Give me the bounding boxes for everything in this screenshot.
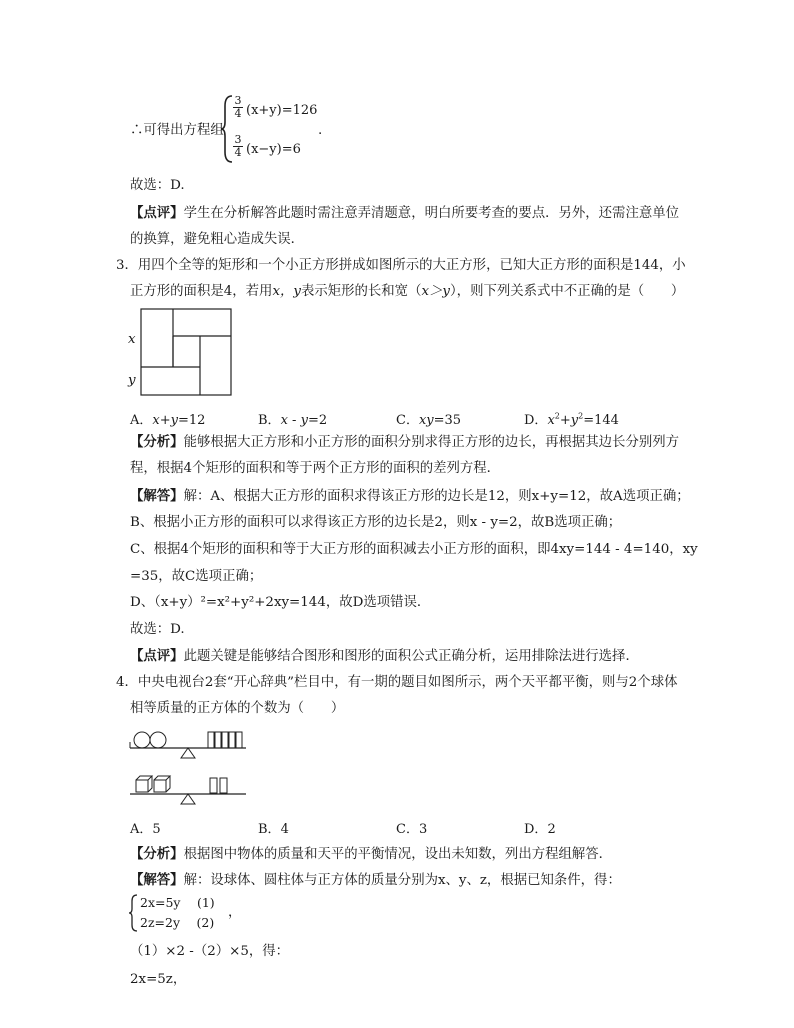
comment-1-line2: 的换算，避免粗心造成失误． [130, 232, 305, 247]
system-prefix: ∴可得出方程组 [130, 123, 224, 138]
q4-option-c: C．3 [396, 822, 428, 837]
q3-answer: 故选：D. [130, 622, 185, 637]
q3-option-a: A．x+y=12 [130, 413, 206, 428]
answer-1: 故选：D. [130, 178, 185, 193]
q4-solution-1: 【解答】解：设球体、圆柱体与正方体的质量分别为x、y、z，根据已知条件，得： [130, 872, 621, 888]
q3-analysis-2: 程，根据4个矩形的面积和等于两个正方形的面积的差列方程． [130, 461, 501, 476]
q4-step: （1）×2 -（2）×5，得： [130, 944, 290, 959]
q4-analysis: 【分析】根据图中物体的质量和天平的平衡情况，设出未知数，列出方程组解答． [130, 846, 613, 862]
comment-1-line1: 【点评】学生在分析解答此题时需注意弄清题意，明白所要考查的要点．另外，还需注意单位 [130, 205, 680, 221]
q3-comment: 【点评】此题关键是能够结合图形和图形的面积公式正确分析，运用排除法进行选择． [130, 648, 639, 664]
q3-option-b: B．x - y=2 [258, 413, 328, 428]
q4-system-eq2: 2z=2y (2) [140, 915, 215, 930]
q4-line1: 4．中央电视台2套“开心辞典”栏目中，有一期的题目如图所示，两个天平都平衡，则与2个球体 [116, 675, 678, 690]
q3-solution-3: C、根据4个矩形的面积和等于大正方形的面积减去小正方形的面积，即4xy=144 - 4=140，xy [130, 542, 698, 557]
q3-option-c: C．xy=35 [396, 413, 462, 428]
q3-solution-1: 【解答】解：A、根据大正方形的面积求得该正方形的边长是12，则x+y=12，故A选项正确； [130, 488, 690, 504]
balance-figure-1 [128, 726, 258, 762]
fraction-1: 3 4 [234, 94, 242, 120]
q4-option-d: D．2 [524, 822, 556, 837]
square-figure [140, 308, 236, 398]
q3-solution-5: D、（x+y）²=x²+y²+2xy=144，故D选项错误． [130, 595, 431, 610]
equation-1: (x+y)=126 [246, 103, 318, 118]
q3-solution-2: B、根据小正方形的面积可以求得该正方形的边长是2，则x - y=2，故B选项正确； [130, 515, 622, 530]
q3-analysis-1: 【分析】能够根据大正方形和小正方形的面积分别求得正方形的边长，再根据其边长分别列方 [130, 434, 680, 450]
q3-option-d: D．$x^2+y^2=144$ [524, 411, 619, 428]
q4-option-b: B．4 [258, 822, 289, 837]
left-brace [220, 94, 234, 164]
left-brace-2 [129, 893, 139, 933]
label-y: y [128, 373, 136, 388]
q3-line1: 3．用四个全等的矩形和一个小正方形拼成如图所示的大正方形，已知大正方形的面积是144，小 [116, 258, 686, 273]
q3-solution-4: =35，故C选项正确； [130, 569, 263, 584]
q4-option-a: A．5 [130, 822, 161, 837]
q4-system-eq1: 2x=5y (1) [140, 895, 215, 910]
equation-2: (x−y)=6 [246, 142, 301, 157]
q4-system-suffix: ， [228, 905, 242, 920]
q4-line2: 相等质量的正方体的个数为（ ） [130, 701, 345, 716]
q4-result: 2x=5z， [130, 972, 187, 987]
system-suffix: . [318, 123, 323, 138]
label-x: x [128, 332, 136, 347]
q3-line2: 正方形的面积是4，若用x，y表示矩形的长和宽（x＞y），则下列关系式中不正确的是（ ） [130, 284, 685, 299]
fraction-2: 3 4 [234, 133, 242, 159]
balance-figure-2 [128, 770, 258, 810]
